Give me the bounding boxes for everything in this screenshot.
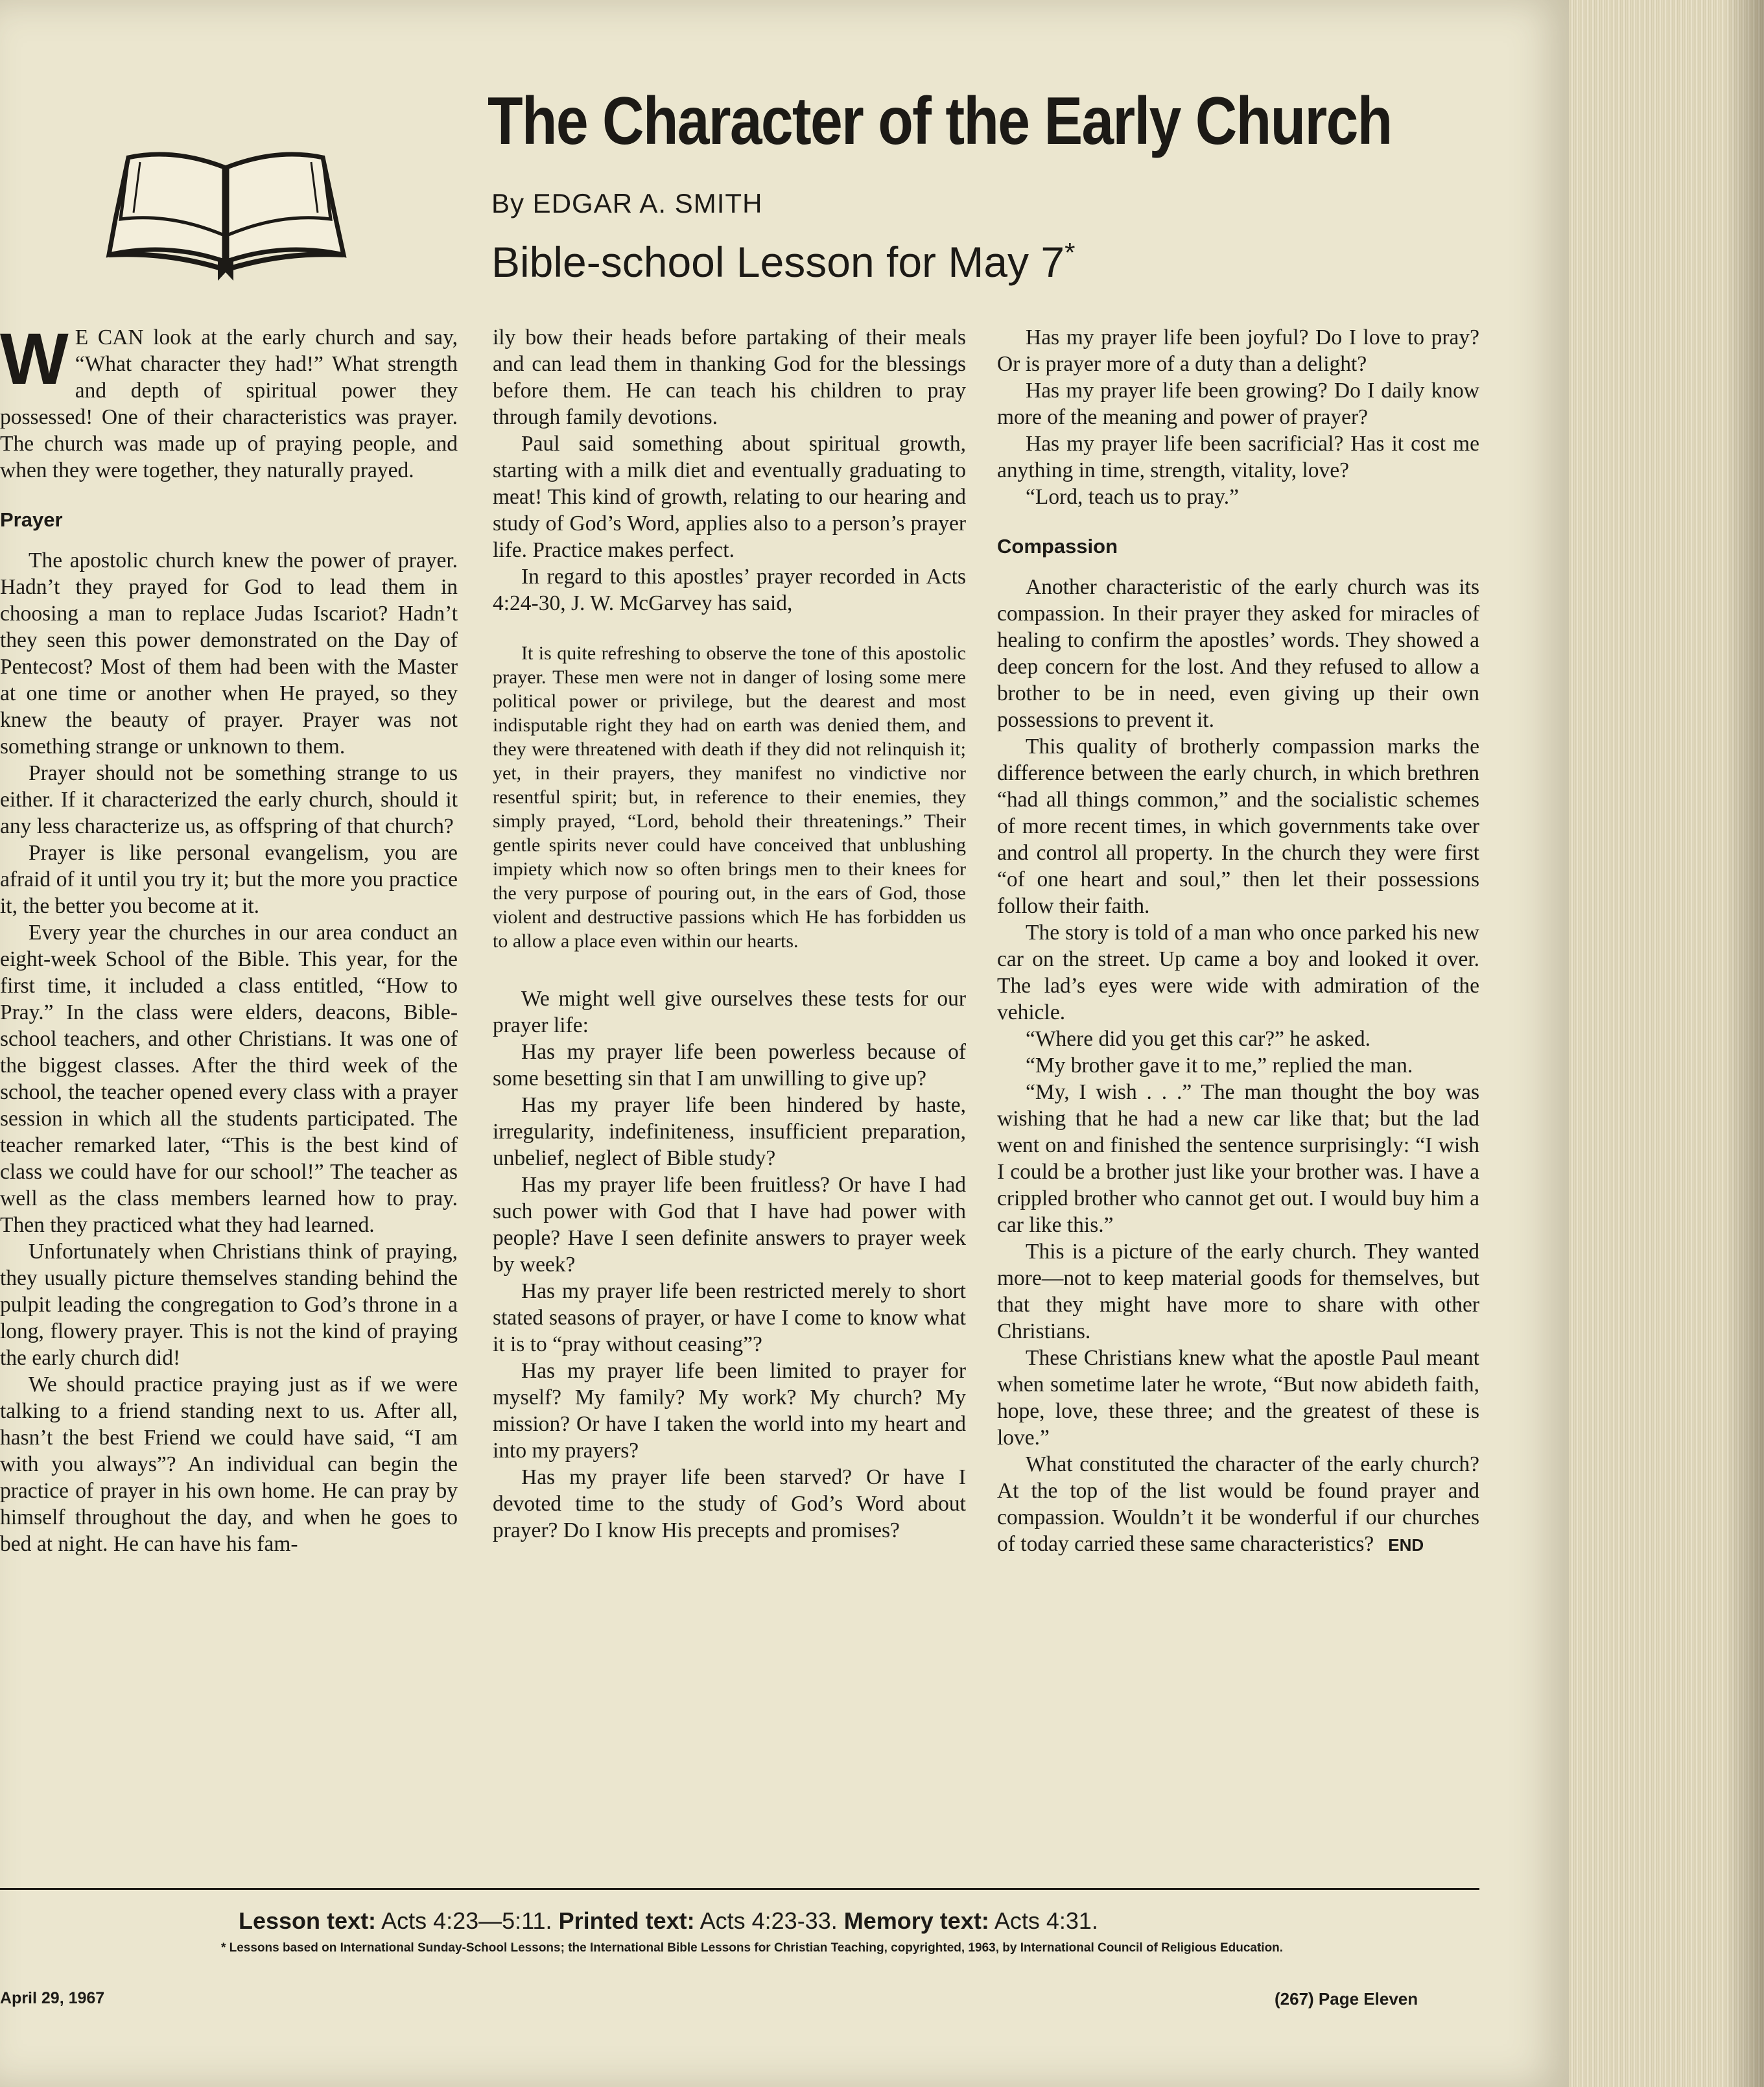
paragraph: Prayer is like personal evangelism, you are afraid of it until you try it; but the more you practice it, the better you become at it. (0, 841, 458, 918)
paragraph: “My, I wish . . .” The man thought the boy was wishing that he had a new car like that; but the lad went on and finished the sentence surprisingly: “I wish I could be a brother just like your brother was. I have a crippled brother who cannot get out. I would buy him a car like this.” (997, 1080, 1479, 1237)
quote-text: It is quite refreshing to observe the tone of this apostolic prayer. These men were not in danger of losing some mere political power or privilege, but the dearest and most indisputable right they had on earth was denied them, and they were threatened with death if they did not relinquish it; yet, in their prayers, they manifest no vindictive nor resentful spirit; but, in reference to their enemies, they simply prayed, “Lord, behold their threatenings.” Their gentle spirits never could have conceived that unblushing impiety which now so often brings men to their knees for the very purpose of pouring out, in the ears of God, those violent and destructive passions which He has forbidden us to allow a place even within our hearts. (493, 643, 966, 952)
paragraph: We should practice praying just as if we were talking to a friend standing next to us. After all, hasn’t the best Friend we could have said, “I am with you always”? An individual can begin the practice of prayer in his own home. He can pray by himself throughout the day, and when he goes to bed at night. He can have his fam- (0, 1373, 458, 1556)
paragraph: ily bow their heads before partaking of their meals and can lead them in thanking God for the blessings before them. He can teach his children to pray through family devotions. (493, 325, 966, 429)
column-1 (0, 324, 458, 1867)
paragraph: This is a picture of the early church. They wanted more—not to keep material goods for themselves, but that they might have more to share with other Christians. (997, 1240, 1479, 1343)
footnote-marker: * (1064, 237, 1076, 268)
byline: By EDGAR A. SMITH (491, 188, 763, 218)
lesson-subtitle (491, 237, 1075, 287)
paragraph: In regard to this apostles’ prayer recorded in Acts 4:24-30, J. W. McGarvey has said, (493, 565, 966, 615)
footer-divider (0, 1888, 1479, 1890)
drop-cap: W (0, 324, 69, 399)
intro-text: E CAN look at the early church and say, “What character they had!” What strength and depth of spiritual power they possessed! One of their characteristics was prayer. The church was made up of praying people, and when they were together, they naturally prayed. (0, 325, 458, 482)
paragraph: “Where did you get this car?” he asked. (1026, 1027, 1371, 1051)
paragraph: We might well give ourselves these tests for our prayer life: (493, 987, 966, 1037)
paragraph (997, 1451, 1479, 1559)
heading-prayer: Prayer (0, 508, 63, 531)
memory-value: Acts 4:31. (994, 1907, 1098, 1934)
paragraph: Has my prayer life been joyful? Do I love to pray? Or is prayer more of a duty than a delight? (997, 325, 1479, 376)
paragraph: Has my prayer life been fruitless? Or have I had such power with God that I have had power with people? Have I seen definite answers to prayer week by week? (493, 1173, 966, 1277)
memory-label: Memory text: (843, 1907, 989, 1934)
end-mark: END (1388, 1535, 1424, 1555)
paragraph: Has my prayer life been hindered by haste, irregularity, indefiniteness, insufficient preparation, unbelief, neglect of Bible study? (493, 1093, 966, 1170)
paragraph: These Christians knew what the apostle Paul meant when sometime later he wrote, “But now abideth faith, hope, love, these three; and the greatest of these is love.” (997, 1346, 1479, 1450)
article-title: The Character of the Early Church (488, 84, 1392, 159)
paragraph: “Lord, teach us to pray.” (1026, 485, 1239, 509)
paragraph: Has my prayer life been starved? Or have I devoted time to the study of God’s Word about prayer? Do I know His precepts and promises? (493, 1465, 966, 1542)
paragraph: “My brother gave it to me,” replied the man. (1026, 1054, 1413, 1078)
book-page-edges (1569, 0, 1764, 2087)
paragraph: Has my prayer life been sacrificial? Has it cost me anything in time, strength, vitality, love? (997, 432, 1479, 482)
paragraph: This quality of brotherly compassion marks the difference between the early church, in which brethren “had all things common,” and the socialistic schemes of more recent times, in which governments take over and control all property. In the church they were first “of one heart and soul,” then let their possessions follow their faith. (997, 735, 1479, 918)
printed-label: Printed text: (558, 1907, 695, 1934)
closing-text: What constituted the character of the early church? At the top of the list would be found prayer and compassion. Wouldn’t it be wonderful if our churches of today carried these same characteristics? (997, 1452, 1479, 1556)
open-bible-icon (102, 122, 349, 284)
heading-compassion: Compassion (997, 535, 1118, 558)
lesson-value: Acts 4:23—5:11. (381, 1907, 552, 1934)
block-quote (493, 641, 966, 953)
paragraph: Has my prayer life been growing? Do I daily know more of the meaning and power of prayer? (997, 379, 1479, 429)
issue-date: April 29, 1967 (0, 1989, 105, 2007)
paragraph: Unfortunately when Christians think of praying, they usually picture themselves standing behind the pulpit leading the congregation to God’s throne in a long, flowery prayer. This is not the kind of praying the early church did! (0, 1240, 458, 1370)
page-number: (267) Page Eleven (1275, 1989, 1418, 2009)
lesson-label: Lesson text: (239, 1907, 377, 1934)
subtitle-text: Bible-school Lesson for May 7 (491, 238, 1065, 286)
printed-value: Acts 4:23-33. (700, 1907, 838, 1934)
footnote: * Lessons based on International Sunday-School Lessons; the International Bible Lessons for Christian Teaching, copyrighted, 1963, by International Council of Religious Education. (220, 1941, 1284, 1955)
paragraph: Paul said something about spiritual growth, starting with a milk diet and eventually graduating to meat! This kind of growth, relating to our hearing and study of God’s Word, applies also to a person’s prayer life. Practice makes perfect. (493, 432, 966, 562)
paragraph: The story is told of a man who once parked his new car on the street. Up came a boy and looked it over. The lad’s eyes were wide with admiration of the vehicle. (997, 921, 1479, 1024)
paragraph: Another characteristic of the early church was its compassion. In their prayer they asked for miracles of healing to confirm the apostles’ words. They showed a deep concern for the lost. And they refused to allow a brother to be in need, even giving up their own possessions to prevent it. (997, 575, 1479, 732)
column-2 (493, 324, 966, 1867)
paragraph: Has my prayer life been restricted merely to short stated seasons of prayer, or have I come to know what it is to “pray without ceasing”? (493, 1279, 966, 1356)
paragraph: Has my prayer life been powerless because of some besetting sin that I am unwilling to give up? (493, 1040, 966, 1091)
column-3 (997, 324, 1479, 1867)
paragraph: Every year the churches in our area conduct an eight-week School of the Bible. This year, for the first time, it included a class entitled, “How to Pray.” In the class were elders, deacons, Bible-school teachers, and other Christians. It was one of the biggest classes. After the third week of the school, the teacher opened every class with a prayer session in which all the students participated. The teacher remarked later, “This is the best kind of class we could have for our school!” The teacher as well as the class members learned how to pray. Then they practiced what they had learned. (0, 921, 458, 1237)
paragraph: Prayer should not be something strange to us either. If it characterized the early church, should it any less characterize us, as offspring of that church? (0, 761, 458, 838)
lesson-references (239, 1907, 1098, 1935)
intro-paragraph (0, 324, 458, 484)
paragraph: Has my prayer life been limited to prayer for myself? My family? My work? My church? My mission? Or have I taken the world into my heart and into my prayers? (493, 1359, 966, 1463)
paragraph: The apostolic church knew the power of prayer. Hadn’t they prayed for God to lead them in choosing a man to replace Judas Iscariot? Hadn’t they seen this power demonstrated on the Day of Pentecost? Most of them had been with the Master at one time or another when He prayed, so they knew the beauty of prayer. Prayer was not something strange or unknown to them. (0, 548, 458, 759)
